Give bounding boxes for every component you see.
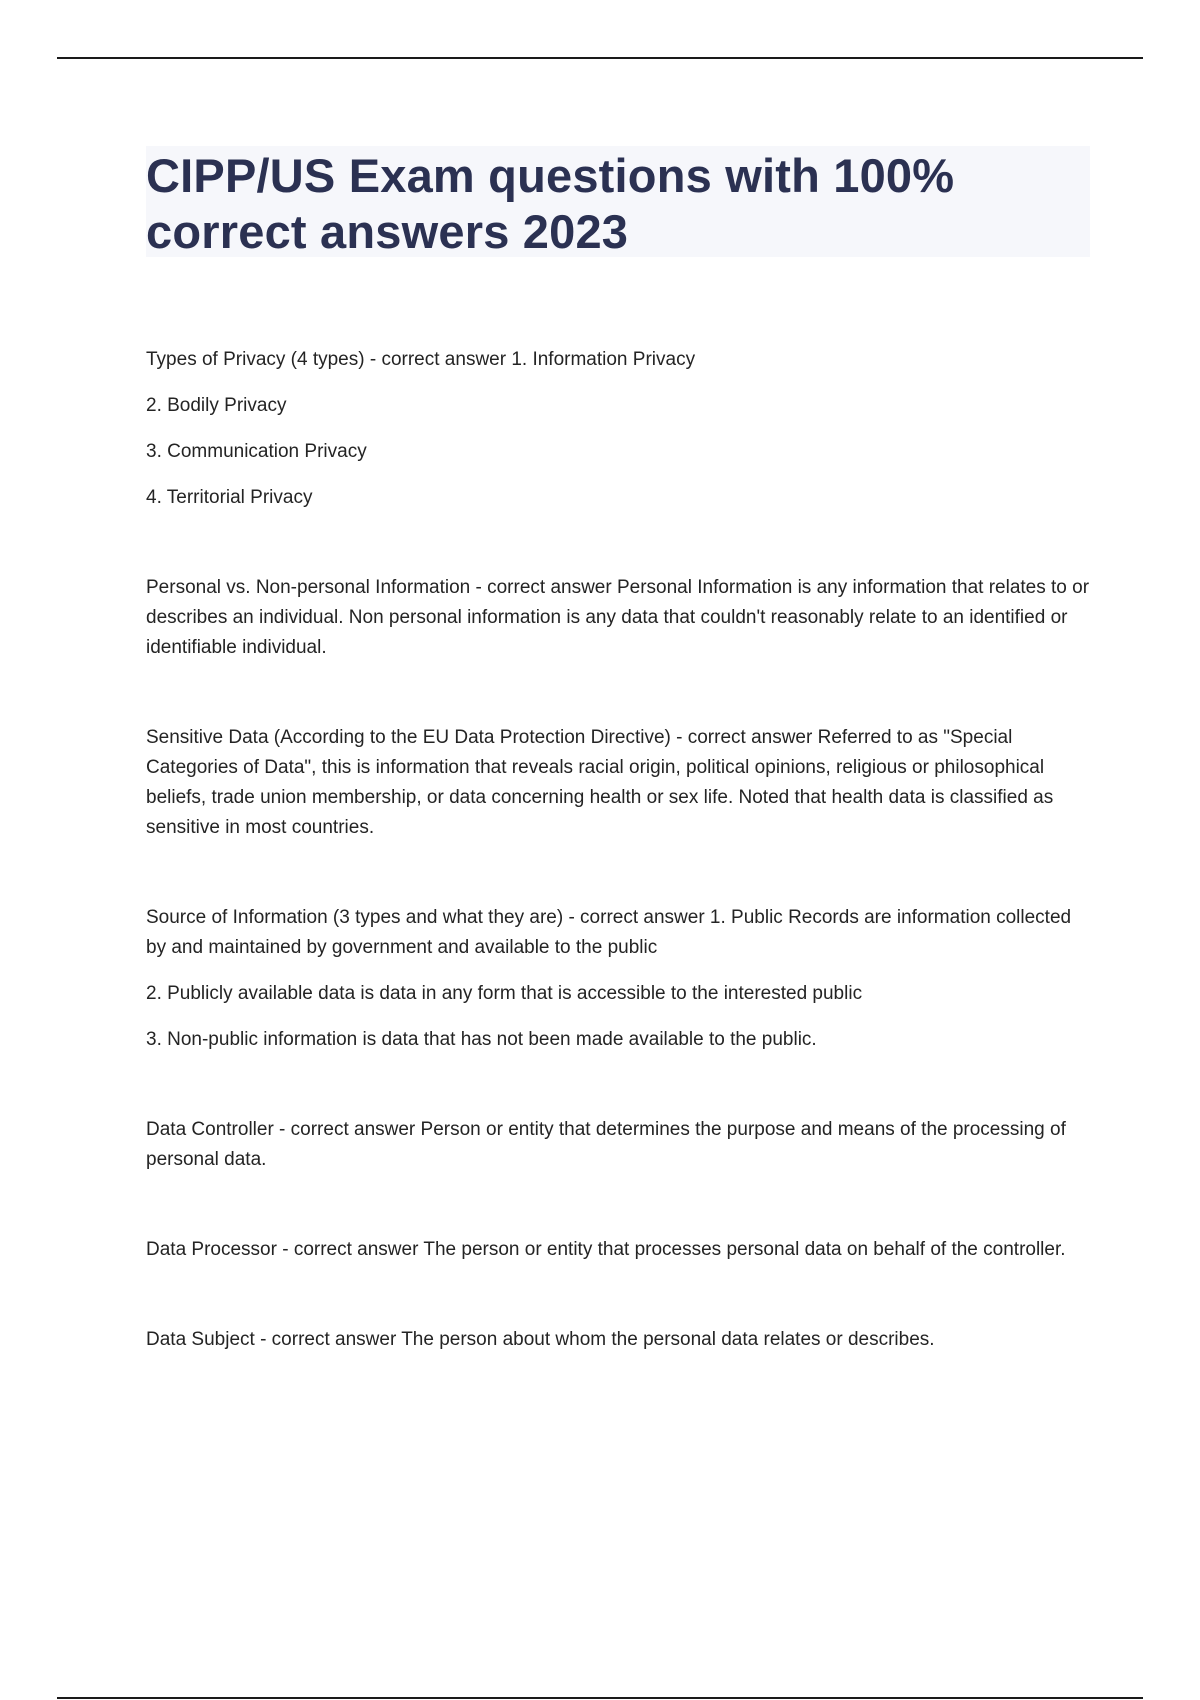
qa-paragraph: Data Subject - correct answer The person about whom the personal data relates or describes.: [146, 1329, 935, 1350]
qa-paragraph: Personal vs. Non-personal Information - correct answer Personal Information is any information that relates to or describes an individual. Non personal information is any data that couldn't reasonably relate to an identified or identifiable individual.: [146, 577, 1090, 658]
title-block: [146, 146, 1090, 257]
document-title: CIPP/US Exam questions with 100% correct answers 2023: [146, 149, 955, 258]
top-rule: [57, 57, 1143, 59]
qa-paragraph: 3. Non-public information is data that has not been made available to the public.: [146, 1029, 817, 1050]
qa-paragraph: Types of Privacy (4 types) - correct answer 1. Information Privacy: [146, 349, 696, 370]
qa-entry-sensitive-data: [146, 723, 1096, 843]
bottom-rule: [57, 1697, 1143, 1699]
qa-entry-personal-information: [146, 573, 1096, 663]
qa-paragraph: 3. Communication Privacy: [146, 441, 367, 462]
qa-paragraph: Data Processor - correct answer The person or entity that processes personal data on behalf of the controller.: [146, 1239, 1066, 1260]
qa-entry-source-of-information: [146, 903, 1096, 1055]
qa-paragraph: Data Controller - correct answer Person or entity that determines the purpose and means of the processing of personal data.: [146, 1119, 1066, 1170]
qa-entry-data-controller: [146, 1115, 1096, 1175]
qa-paragraph: 2. Bodily Privacy: [146, 395, 287, 416]
qa-entry-data-subject: [146, 1325, 1096, 1355]
qa-entry-types-of-privacy: [146, 345, 1096, 513]
qa-entry-data-processor: [146, 1235, 1096, 1265]
qa-paragraph: Sensitive Data (According to the EU Data Protection Directive) - correct answer Referred to as "Special Categories of Data", this is information that reveals racial origin, political opinions, religious or philosophical beliefs, trade union membership, or data concerning health or sex life. Noted that health data is classified as sensitive in most countries.: [146, 727, 1054, 838]
qa-paragraph: 2. Publicly available data is data in any form that is accessible to the interested public: [146, 983, 863, 1004]
qa-paragraph: Source of Information (3 types and what they are) - correct answer 1. Public Records are information collected by and maintained by government and available to the public: [146, 907, 1072, 958]
qa-paragraph: 4. Territorial Privacy: [146, 487, 313, 508]
document-body: [146, 345, 1096, 1355]
